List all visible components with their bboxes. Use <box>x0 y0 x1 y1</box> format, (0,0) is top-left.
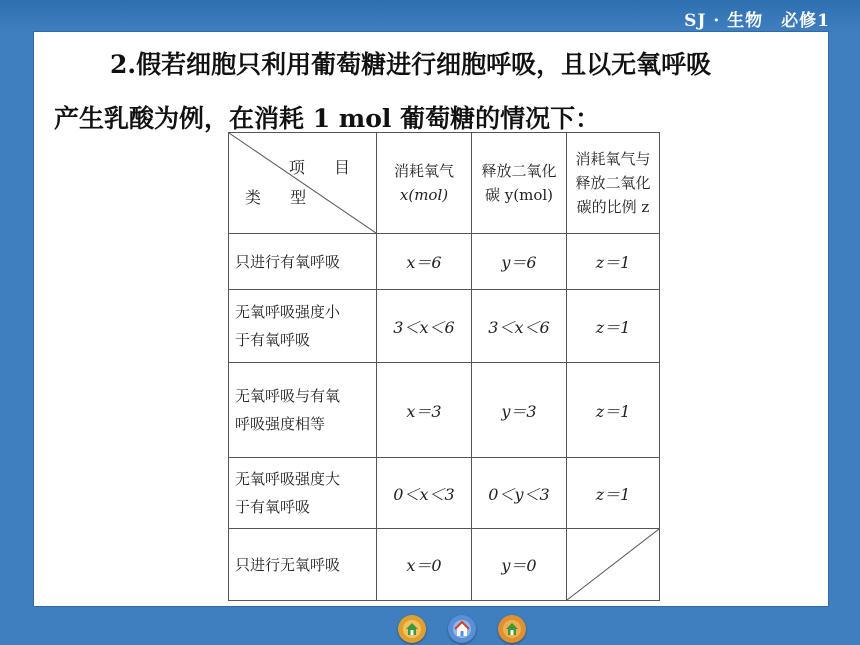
column-header-x: 消耗氧气 x(mol) <box>377 133 472 234</box>
row-label: 无氧呼吸与有氧 呼吸强度相等 <box>229 363 377 458</box>
table-row <box>229 290 660 363</box>
home-left-icon <box>402 619 422 639</box>
cell-y: 0＜y＜3 <box>472 458 567 529</box>
cell-y: y＝6 <box>472 234 567 290</box>
cell-z: z＝1 <box>567 234 660 290</box>
table-row <box>229 529 660 601</box>
cell-z: z＝1 <box>567 363 660 458</box>
respiration-table <box>228 132 660 601</box>
nav-prev-button[interactable] <box>398 615 426 643</box>
nav-home-button[interactable] <box>448 615 476 643</box>
cell-z: z＝1 <box>567 290 660 363</box>
column-header-y: 释放二氧化 碳 y(mol) <box>472 133 567 234</box>
home-right-icon <box>502 619 522 639</box>
corner-header-type: 类 型 <box>245 188 319 207</box>
row-label: 无氧呼吸强度小 于有氧呼吸 <box>229 290 377 363</box>
cell-y: y＝0 <box>472 529 567 601</box>
cell-x: x＝3 <box>377 363 472 458</box>
table-row <box>229 363 660 458</box>
table-header-row <box>229 133 660 234</box>
cell-y: 3＜x＜6 <box>472 290 567 363</box>
course-label: SJ · 生物 必修1 <box>684 11 830 31</box>
row-label: 只进行无氧呼吸 <box>229 529 377 601</box>
corner-header-item: 项 目 <box>288 158 362 177</box>
empty-cell-diagonal <box>567 529 659 600</box>
cell-y: y＝3 <box>472 363 567 458</box>
intro-paragraph <box>54 38 824 146</box>
cell-z: z＝1 <box>567 458 660 529</box>
intro-line-1: 2.假若细胞只利用葡萄糖进行细胞呼吸，且以无氧呼吸 <box>110 50 712 79</box>
table-row <box>229 234 660 290</box>
table-row <box>229 458 660 529</box>
cell-x: 0＜x＜3 <box>377 458 472 529</box>
row-label: 只进行有氧呼吸 <box>229 234 377 290</box>
column-header-z: 消耗氧气与 释放二氧化 碳的比例 z <box>567 133 660 234</box>
row-label: 无氧呼吸强度大 于有氧呼吸 <box>229 458 377 529</box>
slide-navigation <box>398 615 526 643</box>
corner-diagonal-line <box>229 133 376 233</box>
corner-header-cell <box>229 133 377 234</box>
slide-content <box>34 32 828 606</box>
intro-line-2: 产生乳酸为例，在消耗 1 mol 葡萄糖的情况下： <box>54 104 601 133</box>
cell-x: 3＜x＜6 <box>377 290 472 363</box>
cell-z-empty <box>567 529 660 601</box>
home-icon <box>452 619 472 639</box>
cell-x: x＝0 <box>377 529 472 601</box>
nav-next-button[interactable] <box>498 615 526 643</box>
cell-x: x＝6 <box>377 234 472 290</box>
